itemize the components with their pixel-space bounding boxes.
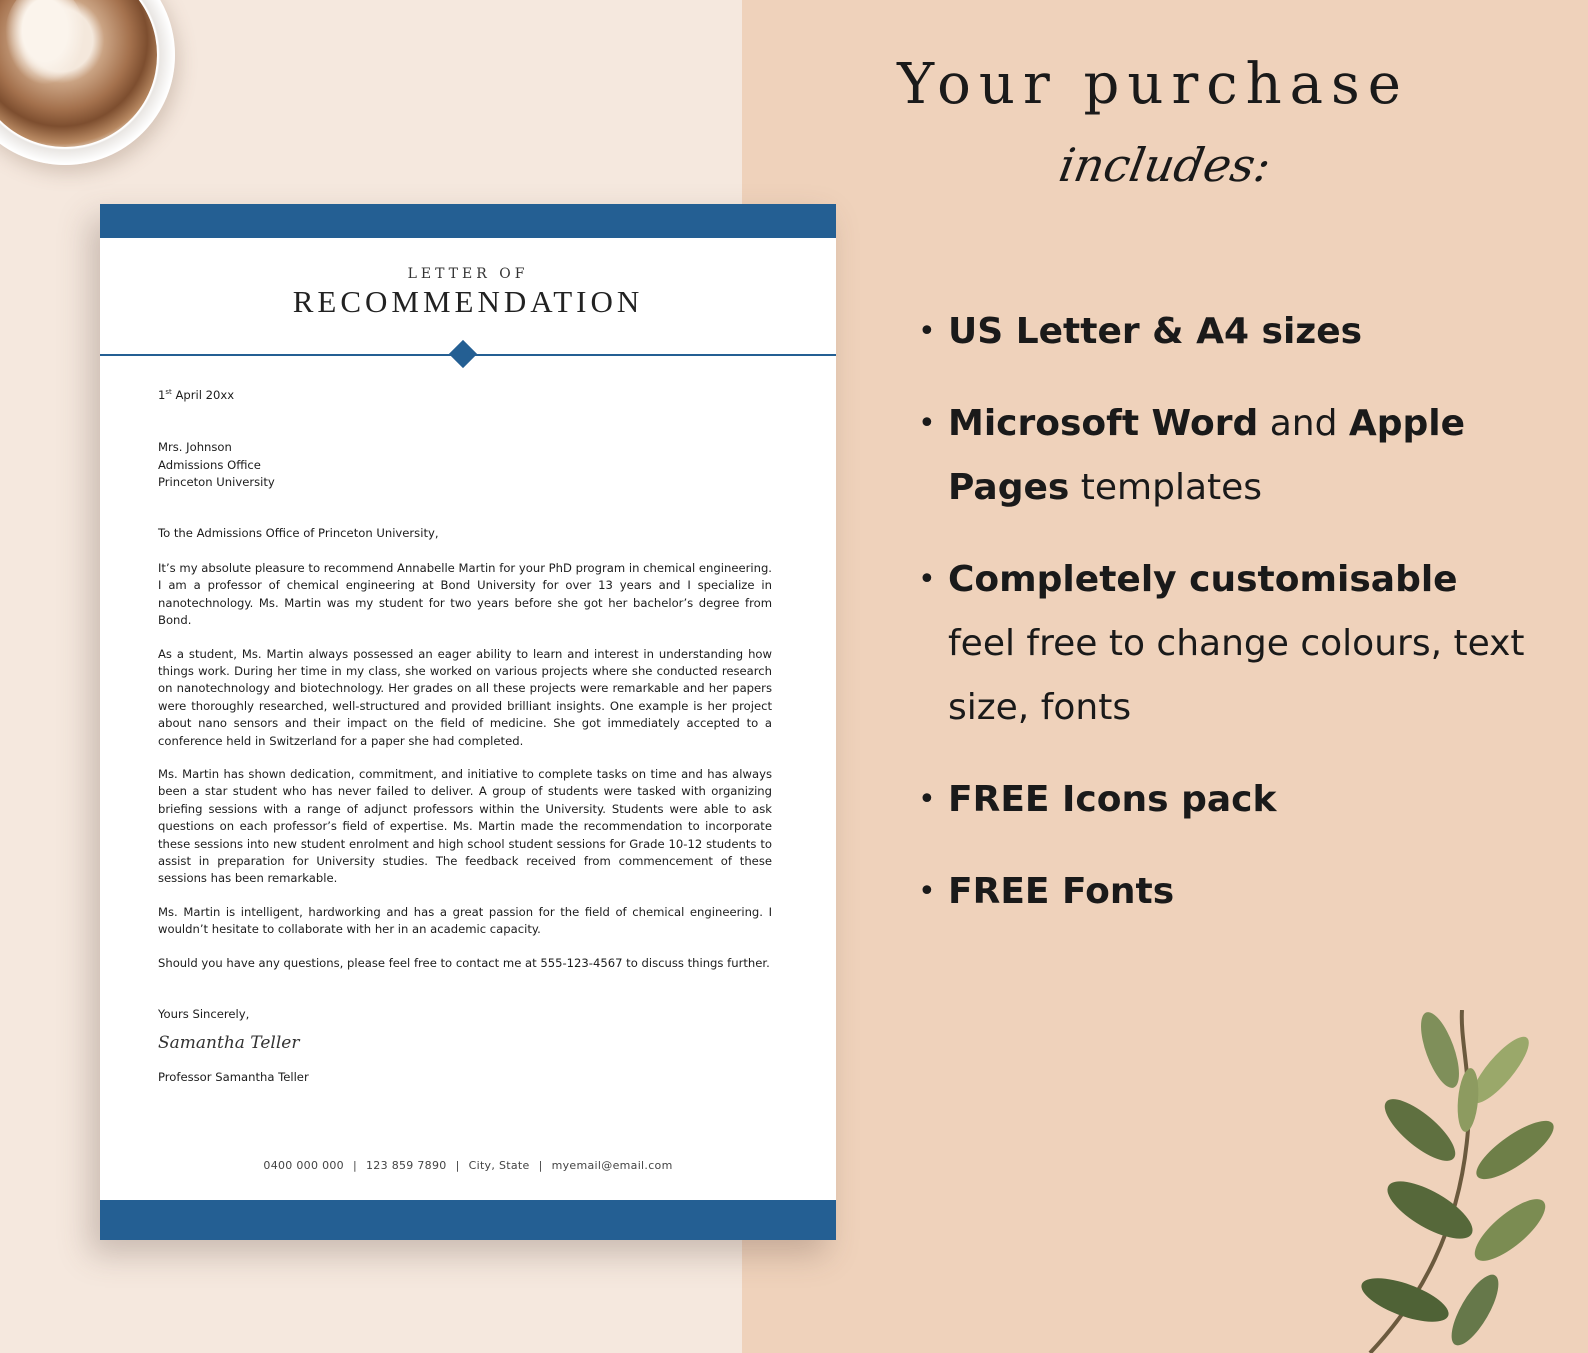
footer-location: City, State bbox=[468, 1159, 530, 1172]
coffee-cup-image bbox=[0, 0, 175, 165]
top-color-band bbox=[100, 204, 836, 238]
signature: Samantha Teller bbox=[158, 1033, 300, 1054]
footer-phone-2: 123 859 7890 bbox=[366, 1159, 447, 1172]
diamond-ornament-icon bbox=[449, 340, 477, 368]
feature-list bbox=[918, 300, 1538, 952]
recipient-institution: Princeton University bbox=[158, 475, 275, 490]
letter-footer: 0400 000 000 | 123 859 7890 | City, State | myemail@email.com bbox=[263, 1159, 673, 1172]
letter-closing: Yours Sincerely, bbox=[158, 1007, 250, 1022]
promo-headline: Your purchase bbox=[897, 52, 1409, 117]
letter-title-big: RECOMMENDATION bbox=[292, 284, 644, 319]
feature-item: • US Letter & A4 sizes bbox=[918, 300, 1538, 364]
footer-email: myemail@email.com bbox=[551, 1159, 673, 1172]
letter-paragraph: Should you have any questions, please feel free to contact me at 555-123-4567 to discuss things further. bbox=[158, 955, 770, 970]
feature-item: • Completely customisable feel free to change colours, text size, fonts bbox=[918, 548, 1538, 740]
feature-item: • FREE Icons pack bbox=[918, 768, 1538, 832]
footer-phone-1: 0400 000 000 bbox=[263, 1159, 344, 1172]
recipient-name: Mrs. Johnson bbox=[158, 440, 232, 455]
latte-art bbox=[5, 0, 85, 85]
letter-paragraph: Ms. Martin has shown dedication, commitment, and initiative to complete tasks on time and has always been a star student who has never failed to deliver. A group of students were tasked with organizing briefing sessions with a range of adjunct professors within the University. Students were able to ask questions on each professor’s field of expertise. Ms. Martin made the recommendation to incorporate these sessions into new student enrolment and high school student sessions for Grade 10-12 students to assist in preparation for University studies. The feedback received from commencement of these sessions has been remarkable. bbox=[158, 766, 772, 886]
bottom-color-band bbox=[100, 1200, 836, 1240]
bullet-icon: • bbox=[918, 874, 936, 909]
feature-item: • FREE Fonts bbox=[918, 860, 1538, 924]
bullet-icon: • bbox=[918, 406, 936, 441]
promo-script-subtitle: includes: bbox=[1055, 138, 1275, 192]
bullet-icon: • bbox=[918, 562, 936, 597]
recipient-address bbox=[158, 439, 772, 491]
letter-title-small: LETTER OF bbox=[407, 266, 529, 282]
plant-sprig-image bbox=[1350, 1010, 1588, 1353]
bullet-icon: • bbox=[918, 314, 936, 349]
letter-greeting: To the Admissions Office of Princeton University, bbox=[158, 526, 439, 541]
letter-document bbox=[100, 204, 836, 1240]
bullet-icon: • bbox=[918, 782, 936, 817]
feature-item: • Microsoft Word and Apple Pages templates bbox=[918, 392, 1538, 520]
letter-paragraph: As a student, Ms. Martin always possessed an eager ability to learn and interest in understanding how things work. During her time in my class, she worked on various projects where she conducted research on nanotechnology and biotechnology. Her grades on all these projects were remarkable and her papers were thoroughly researched, well-structured and provided brilliant insights. One example is her project about nano sensors and their impact on the field of medicine. She got immediately accepted to a conference held in Switzerland for a paper she had completed. bbox=[158, 646, 772, 748]
letter-paragraph: It’s my absolute pleasure to recommend Annabelle Martin for your PhD program in chemical engineering. I am a professor of chemical engineering at Bond University for over 13 years and I specialize in nanotechnology. Ms. Martin was my student for two years before she got her bachelor’s degree from Bond. bbox=[158, 560, 772, 628]
letter-body bbox=[158, 384, 772, 1086]
recipient-office: Admissions Office bbox=[158, 457, 261, 472]
letter-date: 1st April 20xx bbox=[158, 387, 235, 402]
signer-name: Professor Samantha Teller bbox=[158, 1069, 309, 1084]
letter-paragraph: Ms. Martin is intelligent, hardworking and has a great passion for the field of chemical engineering. I wouldn’t hesitate to collaborate with her in an academic capacity. bbox=[158, 904, 772, 937]
